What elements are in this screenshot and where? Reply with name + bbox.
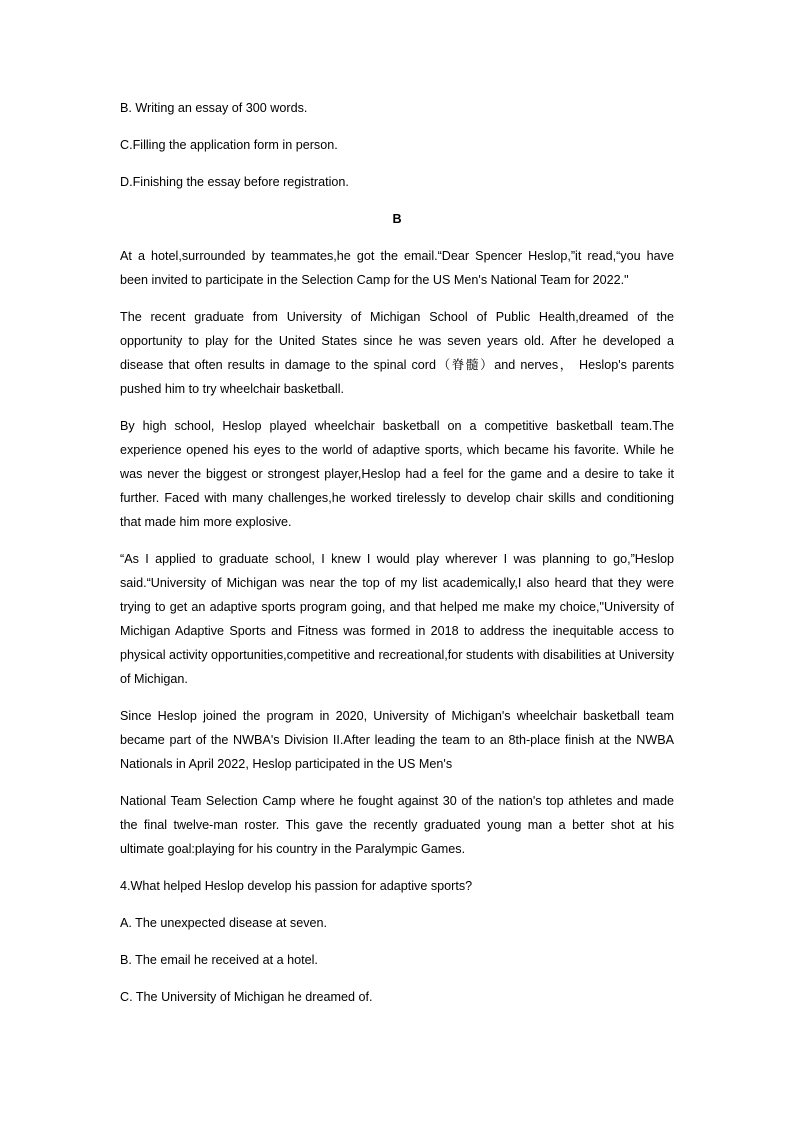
paragraph-2: The recent graduate from University of Michigan School of Public Health,dreamed of the opportunity to play for the United States since he was seven years old. After he developed a disease that often results in damage to the spinal cord（脊髓）and nerves， Heslop's parents pushed him to try wheelchair basketball.	[120, 310, 674, 396]
paragraph-1: At a hotel,surrounded by teammates,he got the email.“Dear Spencer Heslop,”it read,“you have been invited to participate in the Selection Camp for the US Men's National Team for 2022."	[120, 249, 674, 287]
paragraph-4: “As I applied to graduate school, I knew I would play wherever I was planning to go,”Heslop said.“University of Michigan was near the top of my list academically,I also heard that they were trying to get an adaptive sports program going, and that helped me make my choice,"University of Michigan Adaptive Sports and Fitness was formed in 2018 to address the inequitable access to physical activity opportunities,competitive and recreational,for students with disabilities at University of Michigan.	[120, 552, 674, 686]
answer-a: A. The unexpected disease at seven.	[120, 916, 328, 930]
paragraph-3: By high school, Heslop played wheelchair basketball on a competitive basketball team.The experience opened his eyes to the world of adaptive sports, which became his favorite. While he was never the biggest or strongest player,Heslop had a feel for the game and a desire to take it further. Faced with many challenges,he worked tirelessly to develop chair skills and conditioning that made him more explosive.	[120, 419, 674, 529]
question-4: 4.What helped Heslop develop his passion for adaptive sports?	[120, 879, 473, 893]
section-heading: B	[392, 212, 402, 226]
option-b: B. Writing an essay of 300 words.	[120, 101, 308, 115]
option-c: C.Filling the application form in person.	[120, 138, 338, 152]
option-d: D.Finishing the essay before registration.	[120, 175, 349, 189]
paragraph-5: Since Heslop joined the program in 2020, University of Michigan's wheelchair basketball team became part of the NWBA's Division II.After leading the team to an 8th-place finish at the NWBA Nationals in April 2022, Heslop participated in the US Men's	[120, 709, 674, 771]
answer-b: B. The email he received at a hotel.	[120, 953, 318, 967]
answer-c: C. The University of Michigan he dreamed of.	[120, 990, 373, 1004]
paragraph-6: National Team Selection Camp where he fought against 30 of the nation's top athletes and made the final twelve-man roster. This gave the recently graduated young man a better shot at his ultimate goal:playing for his country in the Paralympic Games.	[120, 794, 674, 856]
document-page	[120, 96, 674, 1022]
